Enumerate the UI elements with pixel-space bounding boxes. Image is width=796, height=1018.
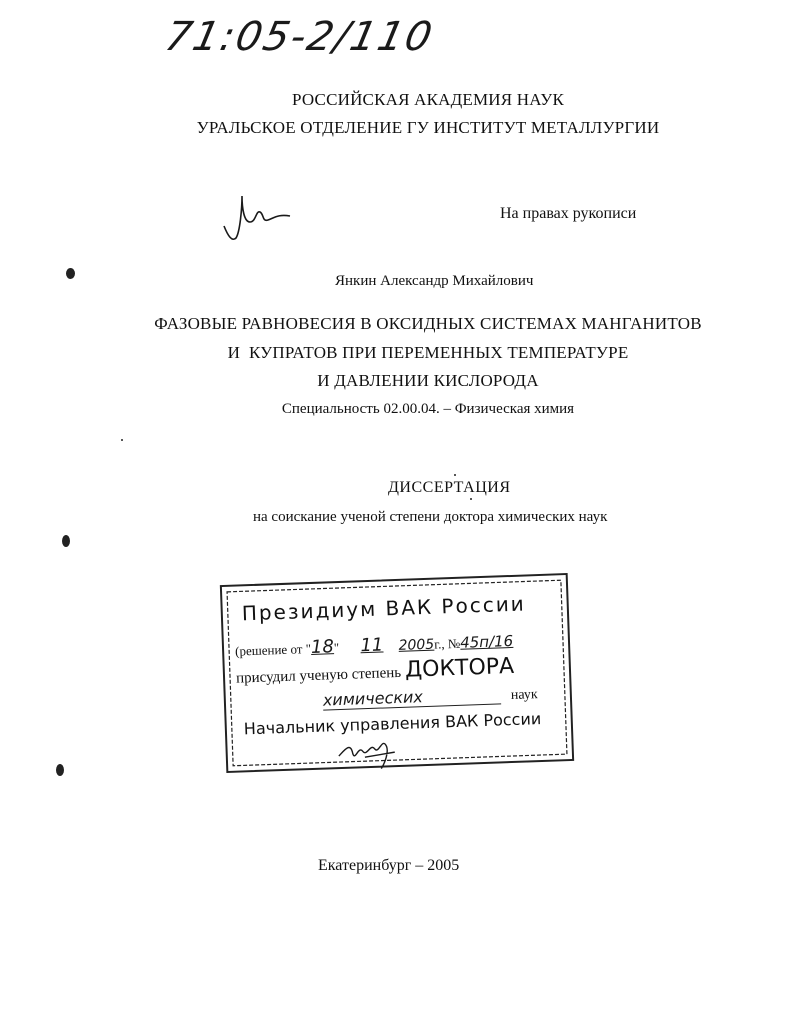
stamp-month: 11 xyxy=(360,634,384,657)
stamp-chief: Начальник управления ВАК России xyxy=(243,709,542,739)
scan-speck xyxy=(121,439,123,441)
stamp-field: химических xyxy=(323,684,502,710)
punch-mark xyxy=(62,535,70,547)
degree-sought: на соискание ученой степени доктора химических наук xyxy=(253,509,608,525)
stamp-awarded-prefix: присудил ученую степень xyxy=(235,664,402,687)
academy-name: РОССИЙСКАЯ АКАДЕМИЯ НАУК xyxy=(291,90,564,109)
stamp-field-suffix: наук xyxy=(510,687,538,704)
stamp-year-suffix: г., № xyxy=(433,635,461,652)
dissertation-title-line-1: ФАЗОВЫЕ РАВНОВЕСИЯ В ОКСИДНЫХ СИСТЕМАХ МАНГАНИТОВ xyxy=(154,314,702,333)
vak-stamp xyxy=(219,572,575,774)
institute-name: УРАЛЬСКОЕ ОТДЕЛЕНИЕ ГУ ИНСТИТУТ МЕТАЛЛУРГИИ xyxy=(196,118,660,137)
specialty: Специальность 02.00.04. – Физическая химия xyxy=(281,401,575,417)
archive-code: 71:05-2/110 xyxy=(161,14,438,60)
scan-speck xyxy=(470,498,472,500)
stamp-number: 45п/16 xyxy=(459,631,514,652)
dissertation-title-line-3: И ДАВЛЕНИИ КИСЛОРОДА xyxy=(317,371,539,390)
punch-mark xyxy=(56,764,64,776)
punch-mark xyxy=(66,268,75,279)
author-name: Янкин Александр Михайлович xyxy=(335,273,534,289)
dissertation-title-line-2: И КУПРАТОВ ПРИ ПЕРЕМЕННЫХ ТЕМПЕРАТУРЕ xyxy=(227,343,629,362)
scan-speck xyxy=(454,474,456,476)
stamp-degree: ДОКТОРА xyxy=(404,653,515,683)
stamp-year: 2005 xyxy=(398,636,435,654)
stamp-decision-line: (решение от "18" 11 2005г., №45п/16 xyxy=(234,631,514,659)
stamp-day: 18 xyxy=(310,636,335,658)
author-signature xyxy=(218,188,298,248)
stamp-heading: Президиум ВАК России xyxy=(241,591,527,626)
work-type: ДИССЕРТАЦИЯ xyxy=(388,479,511,496)
stamp-decision-prefix: (решение от " xyxy=(234,640,312,659)
rights-note: На правах рукописи xyxy=(500,205,637,222)
city-year: Екатеринбург – 2005 xyxy=(318,857,460,874)
chief-signature xyxy=(334,725,416,774)
